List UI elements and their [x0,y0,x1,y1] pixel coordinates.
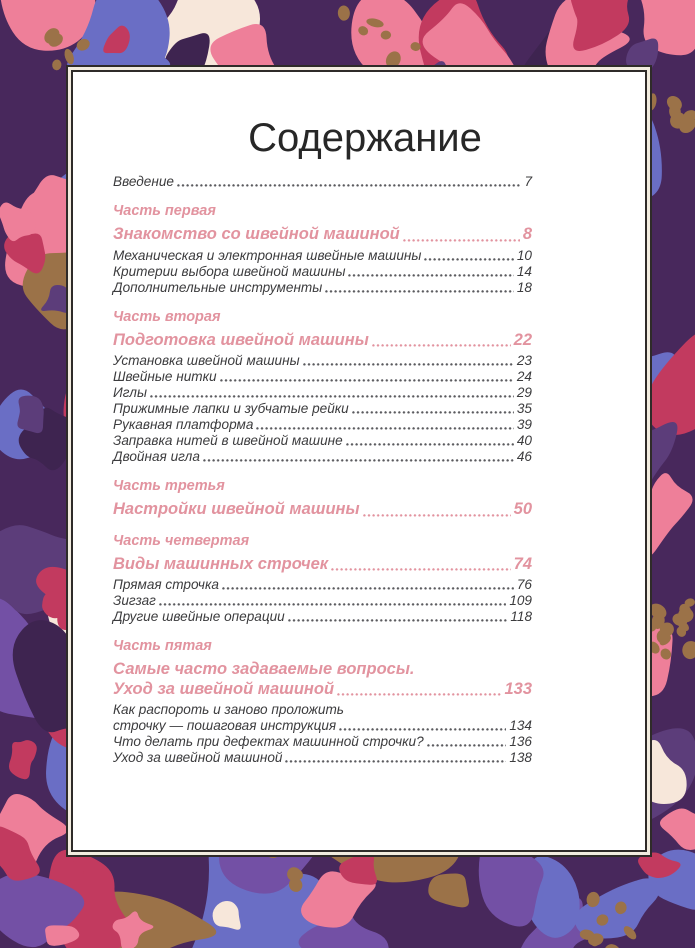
dot-leader [424,258,513,261]
toc-part-title-text: Настройки швейной машины [113,500,360,518]
toc-section-items [113,577,532,625]
page-number: 23 [516,353,532,368]
page-number: 40 [516,433,532,448]
toc-part-title [113,500,532,520]
toc-entry [113,385,532,401]
dot-leader [331,568,511,571]
page-number: 39 [516,417,532,432]
toc-section-3 [113,479,532,520]
page-number: 10 [516,247,532,263]
toc-entry-text: Прижимные лапки и зубчатые рейки [113,401,349,416]
dot-leader [256,427,513,430]
toc-section-items [113,353,532,465]
page-number: 24 [516,369,532,384]
dot-leader [288,619,508,622]
toc-entry [113,433,532,449]
page-title: Содержание [248,116,482,160]
toc-part-label: Часть первая [113,203,216,219]
toc-entry-text: Установка швейной машины [113,353,300,368]
toc-entry-text: Что делать при дефектах машинной строчки? [113,734,424,749]
toc-entry [113,702,532,718]
dot-leader [427,744,507,747]
toc-part-title [113,555,532,575]
page-number: 133 [504,679,532,698]
dot-leader [159,603,506,606]
toc-entry-text: строчку — пошаговая инструкция [113,718,337,733]
toc-entry-text: Рукавная платформа [113,417,254,432]
page-number: 134 [509,718,532,733]
toc-section-items [113,248,532,296]
toc-section-4 [113,534,532,626]
page-number: 8 [522,225,532,243]
toc-entry [113,718,532,734]
contents-page-panel [71,70,647,852]
toc-entry-intro-text: Введение [113,174,174,189]
toc-entry-text: Другие швейные операции [113,609,285,624]
page-number: 136 [509,734,532,749]
toc-entry [113,609,532,625]
page-number: 74 [513,554,532,573]
toc-entry [113,280,532,296]
toc-part-title-text: Подготовка швейной машины [113,330,369,349]
toc-entry [113,248,532,264]
toc-entry-text: Прямая строчка [113,577,219,592]
toc-section-5 [113,639,532,766]
toc-part-title [113,660,532,680]
page-number: 7 [524,174,532,189]
toc-part-label: Часть пятая [113,638,212,654]
toc-entry-intro [113,174,532,190]
toc-entry [113,417,532,433]
dot-leader [203,459,514,462]
toc-entry [113,449,532,465]
toc-entry [113,353,532,369]
toc-part-title [113,225,532,245]
dot-leader [352,411,514,414]
toc-entry-text: Двойная игла [113,449,200,464]
dot-leader [363,514,511,517]
toc-part-label: Часть третья [113,478,225,494]
dot-leader [150,395,514,398]
page-number: 22 [513,330,532,349]
toc-part-title-text: Виды машинных строчек [113,554,329,573]
toc-entry [113,264,532,280]
page-number: 118 [510,609,532,624]
toc-part-title [113,680,532,700]
dot-leader [325,290,514,293]
page-number: 138 [509,750,532,765]
toc-section-1 [113,204,532,296]
dot-leader [372,344,511,347]
page-number: 35 [516,401,532,416]
toc-entry [113,577,532,593]
toc-section-2 [113,310,532,466]
page-number: 76 [516,577,532,592]
toc-entry-text: Зигзаг [113,593,156,608]
page-number: 109 [509,593,532,608]
toc-entry-text: Уход за швейной машиной [113,750,283,765]
dot-leader [303,363,514,366]
toc-entry-text: Заправка нитей в швейной машине [113,433,343,448]
dot-leader [339,728,506,731]
dot-leader [220,379,514,382]
dot-leader [337,693,501,696]
dot-leader [177,184,521,187]
toc-entry-text: Механическая и электронная швейные машины [113,247,422,263]
toc [113,174,532,766]
toc-entry-text: Иглы [113,385,147,400]
toc-part-label: Часть четвертая [113,532,250,549]
toc-entry [113,593,532,609]
toc-entry-text: Как распороть и заново проложить [113,702,344,717]
toc-part-label: Часть вторая [113,308,221,325]
dot-leader [403,239,520,242]
page-number: 50 [513,500,532,518]
dot-leader [285,760,506,763]
page-number: 14 [516,263,532,279]
toc-entry [113,734,532,750]
toc-entry-text: Швейные нитки [113,369,217,384]
toc-part-title-text: Знакомство со швейной машиной [113,225,400,243]
toc-entry-text: Критерии выбора швейной машины [113,263,346,279]
dot-leader [346,443,514,446]
page-number: 46 [516,449,532,464]
dot-leader [348,274,513,277]
toc-section-items [113,702,532,766]
toc-part-title-text: Самые часто задаваемые вопросы. [113,660,415,678]
toc-entry-text: Дополнительные инструменты [113,279,323,295]
toc-part-title [113,331,532,351]
toc-entry [113,750,532,766]
dot-leader [222,587,514,590]
toc-entry [113,369,532,385]
page-number: 18 [516,279,532,295]
page-number: 29 [516,385,532,400]
toc-part-title-text: Уход за швейной машиной [113,679,335,698]
toc-entry [113,401,532,417]
